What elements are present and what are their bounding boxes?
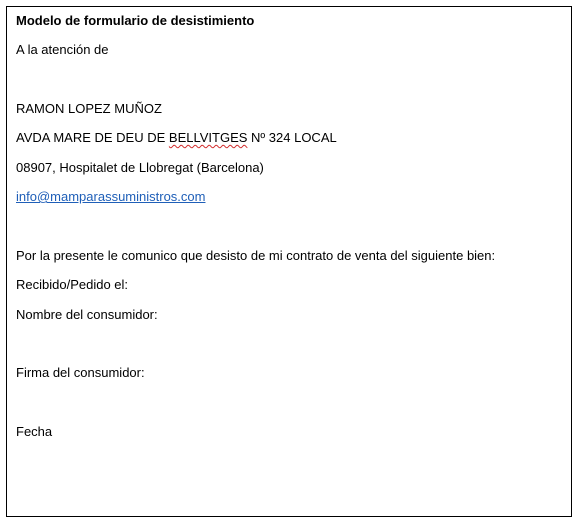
spellcheck-flagged-word: BELLVITGES	[168, 130, 248, 145]
recipient-name: RAMON LOPEZ MUÑOZ	[16, 101, 162, 116]
received-date-label: Recibido/Pedido el:	[16, 277, 129, 292]
recipient-city: 08907, Hospitalet de Llobregat (Barcelona)	[16, 160, 264, 175]
attention-line: A la atención de	[16, 42, 109, 57]
address-suffix: Nº 324 LOCAL	[247, 130, 337, 145]
recipient-address	[16, 130, 337, 146]
address-prefix: AVDA MARE DE DEU DE	[16, 130, 169, 145]
withdrawal-statement: Por la presente le comunico que desisto de mi contrato de venta del siguiente bien:	[16, 248, 496, 263]
consumer-name-label: Nombre del consumidor:	[16, 307, 158, 322]
recipient-email-row	[16, 189, 205, 205]
document-title: Modelo de formulario de desistimiento	[16, 13, 255, 28]
consumer-signature-label: Firma del consumidor:	[16, 365, 145, 380]
email-link[interactable]: info@mamparassuministros.com	[16, 189, 206, 204]
date-label: Fecha	[16, 424, 53, 439]
